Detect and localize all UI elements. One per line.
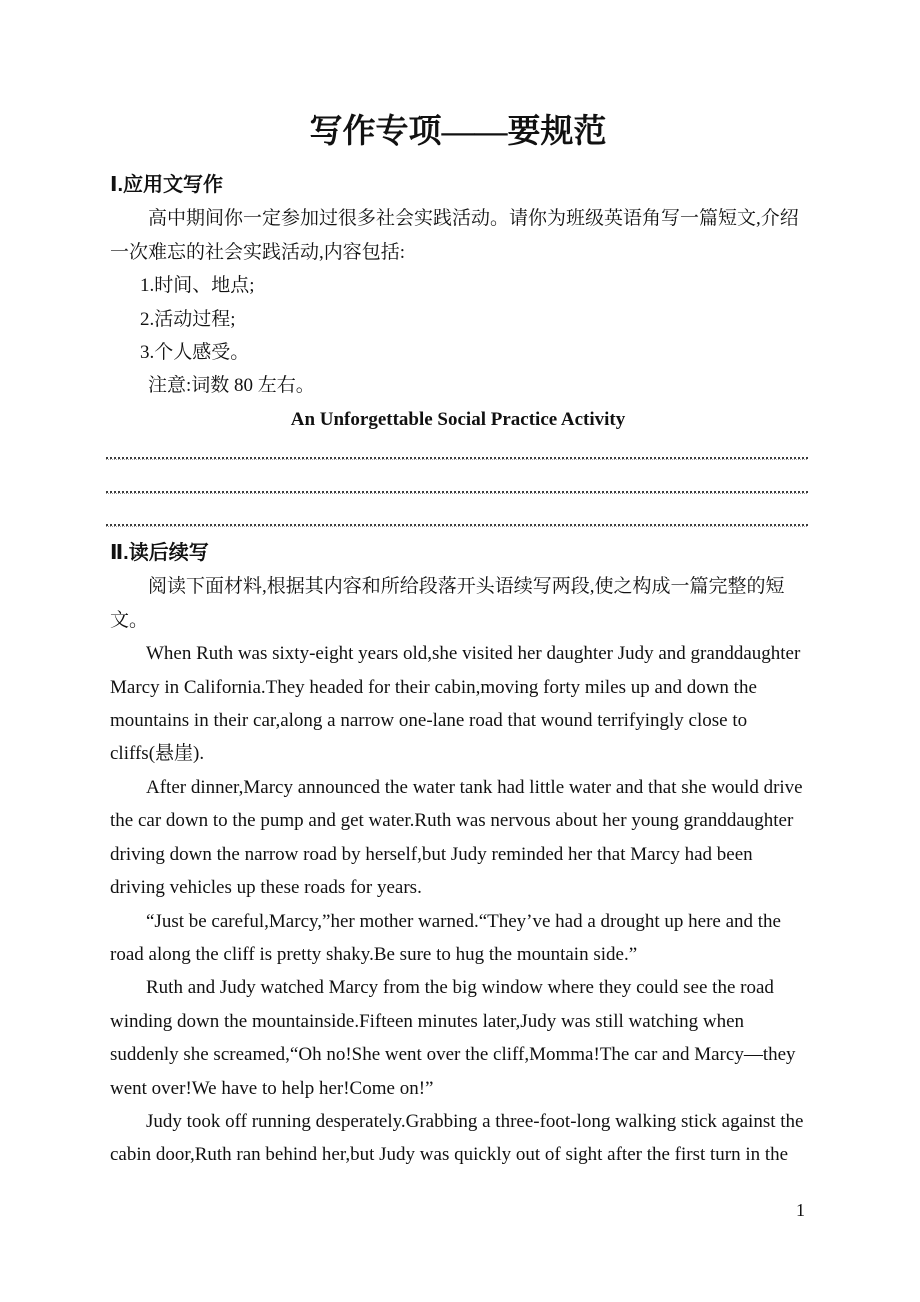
essay-title: An Unforgettable Social Practice Activity	[290, 408, 626, 430]
story-paragraph: When Ruth was sixty-eight years old,she visited her daughter Judy and granddaughter Marcy in California.They headed for their cabin,moving forty miles up and down the mountains in their car,along a narrow one-lane road that wound terrifyingly close to cliffs(悬崖).	[110, 643, 801, 765]
page-number: 1	[796, 1200, 805, 1220]
document-page	[110, 0, 806, 1172]
story-paragraph: “Just be careful,Marcy,”her mother warned.“They’ve had a drought up here and the road along the cliff is pretty shaky.Be sure to hug the mountain side.”	[110, 910, 781, 965]
prompt-point-1: 1.时间、地点;	[140, 275, 255, 297]
continuation-instruction: 阅读下面材料,根据其内容和所给段落开头语续写两段,使之构成一篇完整的短文。	[110, 576, 785, 631]
story-paragraph: After dinner,Marcy announced the water tank had little water and that she would drive the car down to the pump and get water.Ruth was nervous about her young granddaughter driving down the narrow road by herself,but Judy reminded her that Marcy had been driving vehicles up these roads for years.	[110, 776, 803, 899]
story-paragraph: Judy took off running desperately.Grabbing a three-foot-long walking stick against the cabin door,Ruth ran behind her,but Judy was quickly out of sight after the first turn in the	[110, 1110, 804, 1166]
section-heading-applied-writing: Ⅰ.应用文写作	[110, 174, 223, 196]
story-paragraph: Ruth and Judy watched Marcy from the big window where they could see the road winding down the mountainside.Fifteen minutes later,Judy was still watching when suddenly she screamed,“Oh no!She went over the cliff,Momma!The car and Marcy—they went over!We have to help her!Come on!”	[110, 977, 796, 1099]
section-heading-continuation-writing: Ⅱ.读后续写	[110, 542, 209, 565]
prompt-point-3: 3.个人感受。	[140, 342, 250, 364]
answer-writing-line	[110, 460, 806, 493]
answer-lines	[110, 436, 806, 527]
word-count-note: 注意:词数 80 左右。	[148, 375, 315, 397]
document-title: 写作专项——要规范	[309, 114, 607, 150]
answer-writing-line	[110, 436, 806, 460]
applied-writing-prompt: 高中期间你一定参加过很多社会实践活动。请你为班级英语角写一篇短文,介绍一次难忘的社会实践活动,内容包括:	[110, 208, 799, 263]
answer-writing-line	[110, 494, 806, 527]
prompt-point-2: 2.活动过程;	[140, 308, 236, 330]
